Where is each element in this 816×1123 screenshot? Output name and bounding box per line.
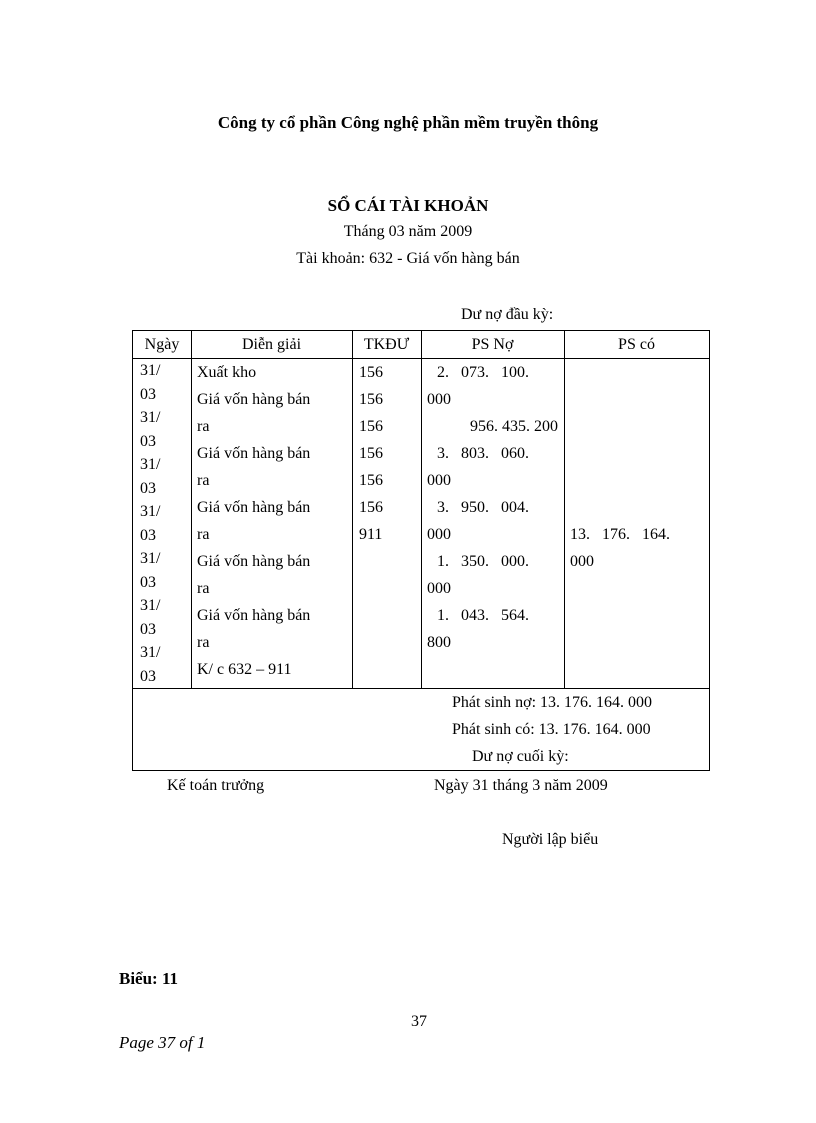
page-footer: Page 37 of 1 [119, 1033, 206, 1052]
description-line: Giá vốn hàng bán [197, 553, 311, 570]
ledger-month: Tháng 03 năm 2009 [343, 223, 473, 240]
header-contra-account: TKĐƯ [363, 336, 410, 353]
date-line: 03 [140, 621, 156, 638]
description-line: K/ c 632 – 911 [197, 661, 292, 678]
debit-line: 000 [427, 472, 451, 489]
debit-line: 000 [427, 391, 451, 408]
company-name: Công ty cổ phần Công nghệ phần mềm truyền thông [217, 113, 599, 132]
description-line: ra [197, 418, 210, 435]
debit-line: 3. 803. 060. [437, 445, 529, 462]
figure-label: Biểu: 11 [119, 969, 179, 988]
credit-line: 000 [570, 553, 594, 570]
debit-column [427, 359, 558, 656]
header-debit: PS Nợ [471, 336, 514, 353]
ledger-table [132, 330, 710, 771]
signature-date: Ngày 31 tháng 3 năm 2009 [434, 777, 608, 794]
header-description: Diễn giải [241, 336, 302, 353]
header-date: Ngày [144, 336, 180, 353]
closing-debit: Dư nợ cuối kỳ: [472, 748, 569, 765]
ledger-title: SỔ CÁI TÀI KHOẢN [327, 196, 489, 215]
account-line: 156 [359, 445, 383, 462]
account-line: 911 [359, 526, 383, 543]
debit-line: 2. 073. 100. [437, 364, 529, 381]
header-credit: PS có [618, 336, 655, 353]
description-column [197, 359, 345, 683]
account-line: 156 [359, 391, 383, 408]
description-line: ra [197, 472, 210, 489]
description-line: Giá vốn hàng bán [197, 499, 311, 516]
date-line: 03 [140, 480, 156, 497]
ledger-account: Tài khoản: 632 - Giá vốn hàng bán [296, 250, 520, 267]
date-line: 31/ [140, 503, 161, 520]
description-line: Giá vốn hàng bán [197, 607, 311, 624]
description-line [197, 386, 345, 413]
debit-line: 1. 350. 000. [437, 553, 529, 570]
date-line: 31/ [140, 644, 161, 661]
debit-line: 000 [427, 580, 451, 597]
description-text: Giá vốn hàng bán [197, 391, 311, 408]
credit-total: Phát sinh có: 13. 176. 164. 000 [452, 721, 651, 738]
account-line: 156 [359, 364, 383, 381]
debit-line: 1. 043. 564. [437, 607, 529, 624]
date-line: 03 [140, 574, 156, 591]
description-line: Giá vốn hàng bán [197, 445, 311, 462]
account-line: 156 [359, 472, 383, 489]
description-line: ra [197, 526, 210, 543]
description-line: Xuất kho [197, 364, 257, 381]
credit-line: 13. 176. 164. [570, 526, 670, 543]
date-line: 31/ [140, 597, 161, 614]
chief-accountant-label: Kế toán trưởng [167, 777, 265, 794]
description-line: ra [197, 580, 210, 597]
page-number: 37 [411, 1013, 427, 1030]
date-line: 03 [140, 527, 156, 544]
debit-total: Phát sinh nợ: 13. 176. 164. 000 [452, 694, 653, 711]
debit-line: 000 [427, 526, 451, 543]
date-line: 31/ [140, 362, 161, 379]
contra-account-column [359, 359, 383, 548]
date-line: 03 [140, 433, 156, 450]
date-line: 03 [140, 386, 156, 403]
credit-column [570, 521, 705, 575]
date-line: 31/ [140, 456, 161, 473]
date-line: 31/ [140, 550, 161, 567]
date-line: 03 [140, 668, 156, 685]
opening-debit-label: Dư nợ đầu kỳ: [461, 306, 554, 323]
debit-line: 956. 435. 200 [470, 418, 558, 435]
debit-line: 800 [427, 634, 451, 651]
description-line: ra [197, 634, 210, 651]
account-line: 156 [359, 418, 383, 435]
debit-line: 3. 950. 004. [437, 499, 529, 516]
preparer-label: Người lập biểu [502, 831, 599, 848]
date-line: 31/ [140, 409, 161, 426]
account-line: 156 [359, 499, 383, 516]
date-column [140, 359, 160, 688]
